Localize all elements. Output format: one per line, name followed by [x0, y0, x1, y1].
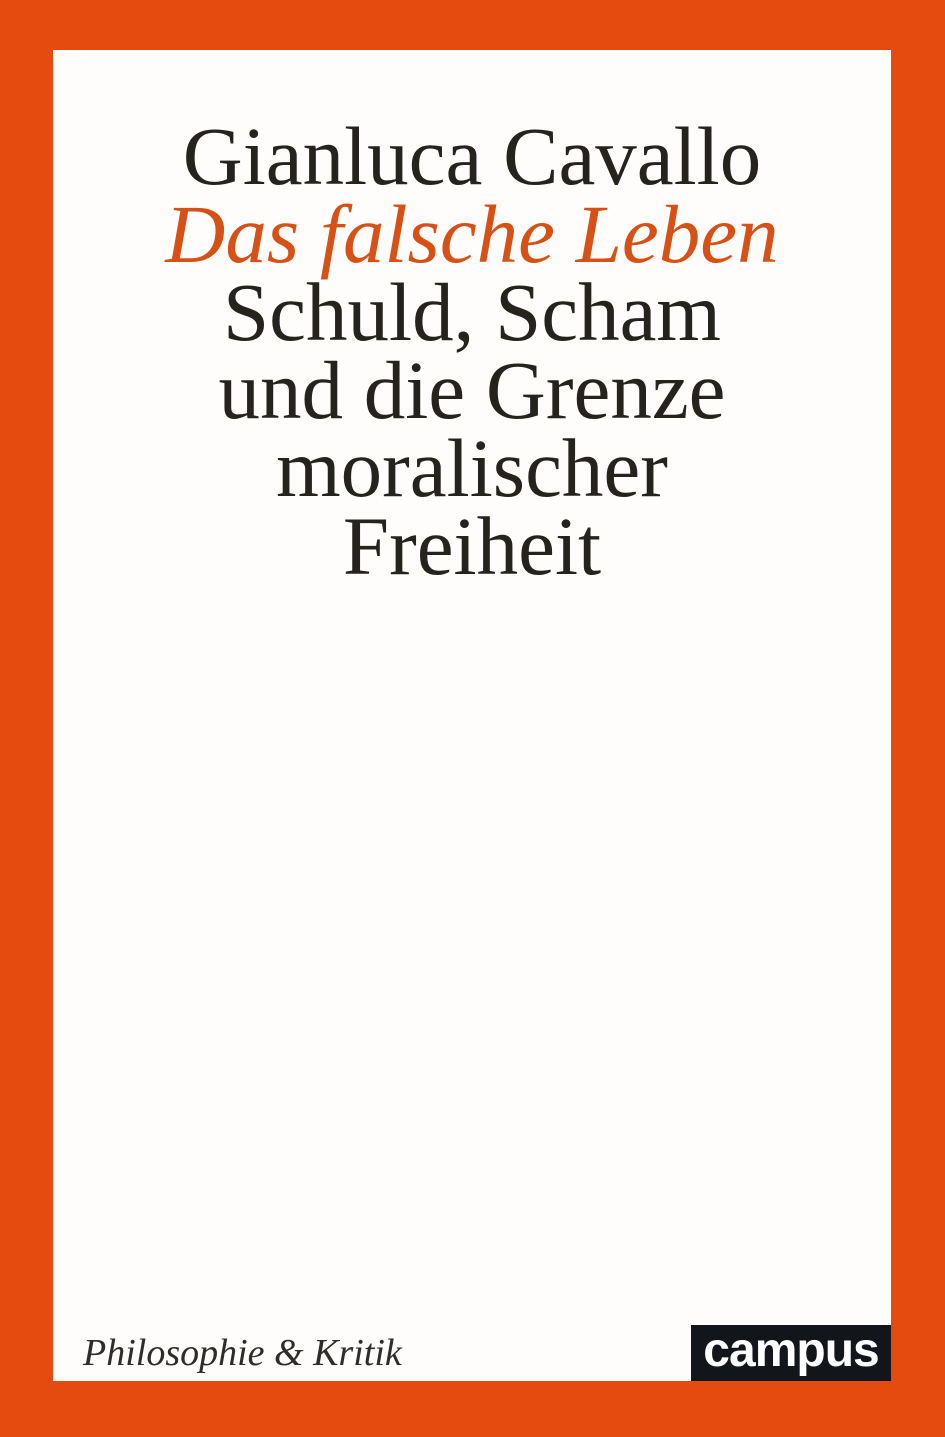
series-title: Philosophie & Kritik — [83, 1332, 402, 1374]
publisher-logo — [691, 1325, 891, 1381]
book-title: Das falsche Leben — [165, 188, 779, 280]
cover-panel — [53, 50, 891, 1381]
author-name: Gianluca Cavallo — [182, 110, 762, 202]
publisher-wordmark: campus — [703, 1324, 879, 1377]
book-subtitle-line-1: Schuld, Scham — [223, 266, 721, 358]
title-block — [53, 110, 891, 592]
book-subtitle-line-4: Freiheit — [342, 500, 602, 592]
book-subtitle-line-3: moralischer — [276, 422, 668, 514]
book-subtitle-line-2: und die Grenze — [218, 344, 726, 436]
